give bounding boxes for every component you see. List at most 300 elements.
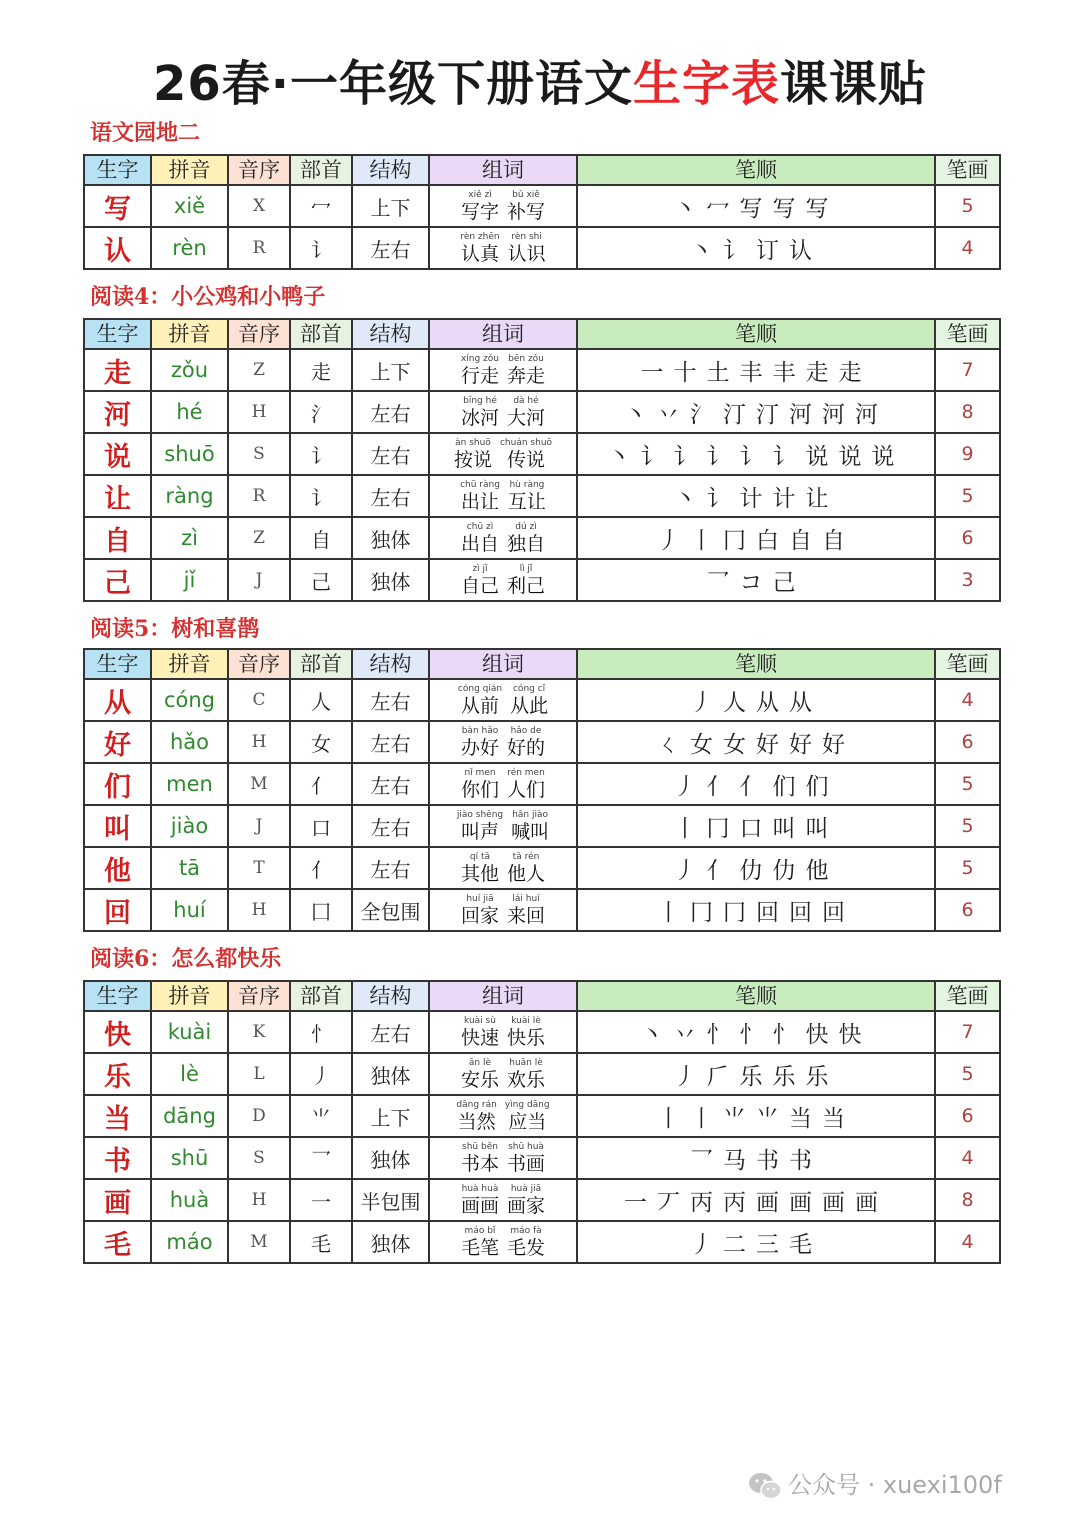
word-pinyin: bēn zǒu xyxy=(508,353,544,364)
word-cell xyxy=(429,805,577,847)
radical-cell: 人 xyxy=(290,679,352,721)
radical-cell: 讠 xyxy=(290,475,352,517)
column-header-bishun: 笔顺 xyxy=(577,981,935,1011)
title-suffix: 课课贴 xyxy=(780,56,928,112)
structure-cell: 左右 xyxy=(352,227,429,269)
table-row xyxy=(84,763,1000,805)
table-row xyxy=(84,1095,1000,1137)
word-pinyin: kuài sù xyxy=(464,1015,496,1026)
table-header-row xyxy=(84,319,1000,349)
word-pinyin: xiě zì xyxy=(468,189,492,200)
word-text: 认真 xyxy=(460,242,499,265)
initial-letter-cell: H xyxy=(228,1179,290,1221)
structure-cell: 独体 xyxy=(352,1053,429,1095)
structure-cell: 左右 xyxy=(352,433,429,475)
column-header-bishun: 笔顺 xyxy=(577,319,935,349)
word-pinyin: huí jiā xyxy=(466,893,494,904)
word-pinyin: àn shuō xyxy=(455,437,491,448)
initial-letter-cell: D xyxy=(228,1095,290,1137)
pinyin-cell: xiě xyxy=(151,185,228,227)
column-header-yinxu: 音序 xyxy=(228,155,290,185)
word-item xyxy=(461,522,499,555)
word-pinyin: kuài lè xyxy=(511,1015,541,1026)
column-header-yinxu: 音序 xyxy=(228,319,290,349)
word-text: 互让 xyxy=(507,490,546,513)
word-item xyxy=(461,1058,499,1091)
word-text: 从此 xyxy=(510,694,549,717)
structure-cell: 独体 xyxy=(352,1221,429,1263)
initial-letter-cell: J xyxy=(228,559,290,601)
word-text: 喊叫 xyxy=(511,820,550,843)
word-pinyin: jiào shēng xyxy=(456,809,504,820)
stroke-order-cell: ㄑ女女好好好 xyxy=(577,721,935,763)
word-text: 毛笔 xyxy=(460,1236,499,1259)
structure-cell: 左右 xyxy=(352,475,429,517)
radical-cell: 忄 xyxy=(290,1011,352,1053)
word-text: 当然 xyxy=(457,1110,496,1133)
pinyin-cell: shū xyxy=(151,1137,228,1179)
radical-cell: ⺌ xyxy=(290,1095,352,1137)
word-cell xyxy=(429,721,577,763)
radical-cell: 讠 xyxy=(290,227,352,269)
word-cell xyxy=(429,1137,577,1179)
table-row xyxy=(84,721,1000,763)
stroke-order-cell: 丿亻仂仂他 xyxy=(577,847,935,889)
word-text: 补写 xyxy=(507,200,546,223)
section-title: 语文园地二 xyxy=(90,120,201,146)
title-prefix: 26春·一年级下册语文 xyxy=(152,56,633,112)
structure-cell: 上下 xyxy=(352,1095,429,1137)
word-cell xyxy=(429,559,577,601)
stroke-count-cell: 5 xyxy=(935,475,1000,517)
pinyin-cell: hé xyxy=(151,391,228,433)
stroke-count-cell: 6 xyxy=(935,721,1000,763)
character-cell: 毛 xyxy=(84,1221,151,1263)
character-cell: 河 xyxy=(84,391,151,433)
word-pinyin: lái huí xyxy=(512,893,540,904)
word-pinyin: cóng cǐ xyxy=(512,683,546,694)
word-pinyin: dú zì xyxy=(515,521,537,532)
column-header-bihua: 笔画 xyxy=(935,155,1000,185)
table-row xyxy=(84,227,1000,269)
character-cell: 从 xyxy=(84,679,151,721)
initial-letter-cell: S xyxy=(228,433,290,475)
table-row xyxy=(84,889,1000,931)
radical-cell: 己 xyxy=(290,559,352,601)
word-item xyxy=(505,1100,550,1133)
stroke-order-cell: 丿二三毛 xyxy=(577,1221,935,1263)
character-cell: 叫 xyxy=(84,805,151,847)
stroke-count-cell: 5 xyxy=(935,1053,1000,1095)
stroke-count-cell: 7 xyxy=(935,349,1000,391)
word-text: 自己 xyxy=(460,574,499,597)
word-pinyin: huān lè xyxy=(509,1057,543,1068)
initial-letter-cell: L xyxy=(228,1053,290,1095)
word-text: 好的 xyxy=(507,736,546,759)
word-item xyxy=(460,480,500,513)
word-item xyxy=(507,1142,545,1175)
pinyin-cell: máo xyxy=(151,1221,228,1263)
structure-cell: 独体 xyxy=(352,559,429,601)
radical-cell: 自 xyxy=(290,517,352,559)
structure-cell: 半包围 xyxy=(352,1179,429,1221)
word-text: 写字 xyxy=(460,200,499,223)
word-item xyxy=(507,726,545,759)
stroke-order-cell: 乛コ己 xyxy=(577,559,935,601)
radical-cell: 氵 xyxy=(290,391,352,433)
initial-letter-cell: H xyxy=(228,889,290,931)
column-header-bushou: 部首 xyxy=(290,981,352,1011)
initial-letter-cell: H xyxy=(228,721,290,763)
word-pinyin: dà hé xyxy=(513,395,539,406)
pinyin-cell: zǒu xyxy=(151,349,228,391)
structure-cell: 上下 xyxy=(352,349,429,391)
word-text: 回家 xyxy=(460,904,499,927)
word-cell xyxy=(429,1053,577,1095)
table-row xyxy=(84,185,1000,227)
table-row xyxy=(84,679,1000,721)
stroke-count-cell: 7 xyxy=(935,1011,1000,1053)
word-item xyxy=(511,810,549,843)
word-text: 画家 xyxy=(507,1194,546,1217)
initial-letter-cell: S xyxy=(228,1137,290,1179)
initial-letter-cell: J xyxy=(228,805,290,847)
word-pinyin: chū zì xyxy=(466,521,494,532)
word-cell xyxy=(429,1011,577,1053)
table-row xyxy=(84,1179,1000,1221)
character-cell: 己 xyxy=(84,559,151,601)
word-text: 传说 xyxy=(507,448,546,471)
stroke-order-cell: 一十土丰丰走走 xyxy=(577,349,935,391)
stroke-count-cell: 4 xyxy=(935,679,1000,721)
column-header-jiegou: 结构 xyxy=(352,981,429,1011)
word-pinyin: ān lè xyxy=(468,1057,492,1068)
word-pinyin: rén men xyxy=(507,767,545,778)
word-pinyin: cóng qián xyxy=(457,683,503,694)
stroke-order-cell: 丶讠计计让 xyxy=(577,475,935,517)
word-pinyin: chū ràng xyxy=(460,479,500,490)
pinyin-cell: lè xyxy=(151,1053,228,1095)
footer-text: 公众号 · xuexi100f xyxy=(788,1471,1002,1499)
column-header-jiegou: 结构 xyxy=(352,319,429,349)
stroke-order-cell: 丶讠订认 xyxy=(577,227,935,269)
radical-cell: 女 xyxy=(290,721,352,763)
word-text: 毛发 xyxy=(507,1236,546,1259)
word-item xyxy=(508,232,546,265)
pinyin-cell: huí xyxy=(151,889,228,931)
word-pinyin: huà huà xyxy=(461,1183,499,1194)
word-text: 从前 xyxy=(460,694,499,717)
stroke-order-cell: 丶讠讠讠讠讠说说说 xyxy=(577,433,935,475)
radical-cell: 讠 xyxy=(290,433,352,475)
stroke-count-cell: 4 xyxy=(935,227,1000,269)
radical-cell: 毛 xyxy=(290,1221,352,1263)
initial-letter-cell: R xyxy=(228,227,290,269)
stroke-count-cell: 5 xyxy=(935,763,1000,805)
char-table xyxy=(83,154,1001,270)
structure-cell: 独体 xyxy=(352,517,429,559)
section-title: 阅读5：树和喜鹊 xyxy=(90,616,260,642)
pinyin-cell: zì xyxy=(151,517,228,559)
word-text: 奔走 xyxy=(507,364,546,387)
word-item xyxy=(461,396,499,429)
word-item xyxy=(458,684,502,717)
character-cell: 走 xyxy=(84,349,151,391)
radical-cell: 走 xyxy=(290,349,352,391)
character-cell: 说 xyxy=(84,433,151,475)
word-text: 认识 xyxy=(507,242,546,265)
pinyin-cell: cóng xyxy=(151,679,228,721)
word-cell xyxy=(429,475,577,517)
word-text: 出自 xyxy=(460,532,499,555)
word-pinyin: xíng zǒu xyxy=(460,353,500,364)
word-item xyxy=(507,894,545,927)
table-row xyxy=(84,1011,1000,1053)
word-pinyin: shū běn xyxy=(462,1141,498,1152)
column-header-yinxu: 音序 xyxy=(228,649,290,679)
table-row xyxy=(84,349,1000,391)
wechat-icon xyxy=(748,1471,782,1501)
stroke-order-cell: 乛马书书 xyxy=(577,1137,935,1179)
word-text: 应当 xyxy=(508,1110,547,1133)
word-cell xyxy=(429,185,577,227)
word-pinyin: hǎo de xyxy=(510,725,542,736)
column-header-jiegou: 结构 xyxy=(352,649,429,679)
word-item xyxy=(461,1142,499,1175)
table-header-row xyxy=(84,981,1000,1011)
word-text: 安乐 xyxy=(460,1068,499,1091)
word-item xyxy=(507,396,545,429)
word-item xyxy=(461,852,499,885)
stroke-order-cell: 丨冂冂回回回 xyxy=(577,889,935,931)
pinyin-cell: dāng xyxy=(151,1095,228,1137)
table-row xyxy=(84,517,1000,559)
column-header-pinyin: 拼音 xyxy=(151,649,228,679)
character-cell: 他 xyxy=(84,847,151,889)
stroke-count-cell: 5 xyxy=(935,805,1000,847)
stroke-count-cell: 5 xyxy=(935,185,1000,227)
radical-cell: 冖 xyxy=(290,185,352,227)
word-pinyin: dāng rán xyxy=(456,1099,497,1110)
character-cell: 画 xyxy=(84,1179,151,1221)
stroke-order-cell: 丿丨冂白自自 xyxy=(577,517,935,559)
char-table xyxy=(83,318,1001,602)
stroke-order-cell: 丶丷氵汀汀河河河 xyxy=(577,391,935,433)
column-header-pinyin: 拼音 xyxy=(151,981,228,1011)
structure-cell: 上下 xyxy=(352,185,429,227)
table-row xyxy=(84,559,1000,601)
column-header-bihua: 笔画 xyxy=(935,649,1000,679)
table-row xyxy=(84,1053,1000,1095)
stroke-count-cell: 3 xyxy=(935,559,1000,601)
stroke-order-cell: 丿人从从 xyxy=(577,679,935,721)
column-header-zi: 生字 xyxy=(84,981,151,1011)
word-item xyxy=(456,1100,496,1133)
column-header-zuci: 组词 xyxy=(429,649,577,679)
character-cell: 写 xyxy=(84,185,151,227)
word-item xyxy=(457,810,503,843)
stroke-order-cell: 丶丷忄忄忄快快 xyxy=(577,1011,935,1053)
word-cell xyxy=(429,349,577,391)
word-item xyxy=(507,852,545,885)
word-pinyin: yìng dāng xyxy=(504,1099,550,1110)
word-item xyxy=(507,1058,545,1091)
initial-letter-cell: Z xyxy=(228,517,290,559)
word-cell xyxy=(429,847,577,889)
word-cell xyxy=(429,227,577,269)
word-item xyxy=(461,726,499,759)
word-pinyin: tā rén xyxy=(512,851,540,862)
initial-letter-cell: C xyxy=(228,679,290,721)
initial-letter-cell: Z xyxy=(228,349,290,391)
word-text: 办好 xyxy=(460,736,499,759)
stroke-order-cell: 丿亻亻们们 xyxy=(577,763,935,805)
initial-letter-cell: X xyxy=(228,185,290,227)
character-cell: 回 xyxy=(84,889,151,931)
word-pinyin: zì jǐ xyxy=(472,563,488,574)
stroke-order-cell: 丨冂口叫叫 xyxy=(577,805,935,847)
word-text: 来回 xyxy=(507,904,546,927)
page-title xyxy=(0,52,1080,116)
table-row xyxy=(84,391,1000,433)
table-row xyxy=(84,433,1000,475)
word-pinyin: nǐ men xyxy=(464,767,496,778)
word-item xyxy=(454,438,492,471)
column-header-yinxu: 音序 xyxy=(228,981,290,1011)
word-item xyxy=(461,1016,499,1049)
stroke-count-cell: 9 xyxy=(935,433,1000,475)
pinyin-cell: huà xyxy=(151,1179,228,1221)
char-table xyxy=(83,648,1001,932)
column-header-bihua: 笔画 xyxy=(935,981,1000,1011)
structure-cell: 独体 xyxy=(352,1137,429,1179)
word-pinyin: chuán shuō xyxy=(499,437,553,448)
word-text: 行走 xyxy=(460,364,499,387)
stroke-order-cell: 丶冖写写写 xyxy=(577,185,935,227)
character-cell: 让 xyxy=(84,475,151,517)
initial-letter-cell: H xyxy=(228,391,290,433)
word-pinyin: rèn shi xyxy=(511,231,542,242)
table-row xyxy=(84,805,1000,847)
word-item xyxy=(507,1016,545,1049)
stroke-order-cell: 一丆丙丙画画画画 xyxy=(577,1179,935,1221)
section-title: 阅读6：怎么都快乐 xyxy=(90,946,282,972)
word-item xyxy=(461,354,499,387)
radical-cell: 亻 xyxy=(290,847,352,889)
column-header-zuci: 组词 xyxy=(429,981,577,1011)
section-title: 阅读4：小公鸡和小鸭子 xyxy=(90,284,326,310)
column-header-zuci: 组词 xyxy=(429,155,577,185)
stroke-order-cell: 丿𠂆乐乐乐 xyxy=(577,1053,935,1095)
character-cell: 好 xyxy=(84,721,151,763)
word-pinyin: máo fà xyxy=(510,1225,542,1236)
initial-letter-cell: K xyxy=(228,1011,290,1053)
radical-cell: 亻 xyxy=(290,763,352,805)
initial-letter-cell: T xyxy=(228,847,290,889)
footer-watermark xyxy=(748,1468,1002,1502)
column-header-jiegou: 结构 xyxy=(352,155,429,185)
initial-letter-cell: M xyxy=(228,763,290,805)
pinyin-cell: ràng xyxy=(151,475,228,517)
character-cell: 书 xyxy=(84,1137,151,1179)
word-cell xyxy=(429,517,577,559)
column-header-bushou: 部首 xyxy=(290,649,352,679)
initial-letter-cell: R xyxy=(228,475,290,517)
character-cell: 们 xyxy=(84,763,151,805)
stroke-count-cell: 4 xyxy=(935,1137,1000,1179)
radical-cell: 丿 xyxy=(290,1053,352,1095)
word-text: 独自 xyxy=(507,532,546,555)
pinyin-cell: rèn xyxy=(151,227,228,269)
structure-cell: 左右 xyxy=(352,391,429,433)
stroke-count-cell: 8 xyxy=(935,391,1000,433)
word-text: 利己 xyxy=(507,574,546,597)
word-text: 按说 xyxy=(453,448,492,471)
word-cell xyxy=(429,1221,577,1263)
word-text: 大河 xyxy=(507,406,546,429)
word-text: 书画 xyxy=(507,1152,546,1175)
table-header-row xyxy=(84,649,1000,679)
stroke-count-cell: 6 xyxy=(935,517,1000,559)
stroke-order-cell: 丨丨⺌⺌当当 xyxy=(577,1095,935,1137)
word-item xyxy=(461,564,499,597)
word-item xyxy=(510,684,548,717)
column-header-bushou: 部首 xyxy=(290,319,352,349)
word-text: 人们 xyxy=(507,778,546,801)
character-cell: 自 xyxy=(84,517,151,559)
word-cell xyxy=(429,889,577,931)
stroke-count-cell: 8 xyxy=(935,1179,1000,1221)
word-item xyxy=(508,480,546,513)
structure-cell: 左右 xyxy=(352,847,429,889)
word-item xyxy=(507,768,545,801)
word-item xyxy=(461,190,499,223)
pinyin-cell: jǐ xyxy=(151,559,228,601)
word-cell xyxy=(429,763,577,805)
word-item xyxy=(500,438,552,471)
column-header-pinyin: 拼音 xyxy=(151,319,228,349)
character-cell: 当 xyxy=(84,1095,151,1137)
word-item xyxy=(507,1226,545,1259)
word-text: 欢乐 xyxy=(507,1068,546,1091)
structure-cell: 左右 xyxy=(352,805,429,847)
table-row xyxy=(84,847,1000,889)
table-row xyxy=(84,1221,1000,1263)
structure-cell: 左右 xyxy=(352,679,429,721)
structure-cell: 左右 xyxy=(352,721,429,763)
word-item xyxy=(460,232,499,265)
word-text: 出让 xyxy=(460,490,499,513)
pinyin-cell: kuài xyxy=(151,1011,228,1053)
word-item xyxy=(461,1226,499,1259)
character-cell: 认 xyxy=(84,227,151,269)
pinyin-cell: tā xyxy=(151,847,228,889)
column-header-zuci: 组词 xyxy=(429,319,577,349)
word-pinyin: hù ràng xyxy=(509,479,545,490)
word-pinyin: bàn hǎo xyxy=(461,725,499,736)
word-cell xyxy=(429,1179,577,1221)
column-header-zi: 生字 xyxy=(84,319,151,349)
word-item xyxy=(461,768,499,801)
structure-cell: 全包围 xyxy=(352,889,429,931)
word-text: 书本 xyxy=(460,1152,499,1175)
character-cell: 乐 xyxy=(84,1053,151,1095)
char-table xyxy=(83,980,1001,1264)
structure-cell: 左右 xyxy=(352,763,429,805)
stroke-count-cell: 6 xyxy=(935,889,1000,931)
word-cell xyxy=(429,391,577,433)
word-item xyxy=(507,354,545,387)
